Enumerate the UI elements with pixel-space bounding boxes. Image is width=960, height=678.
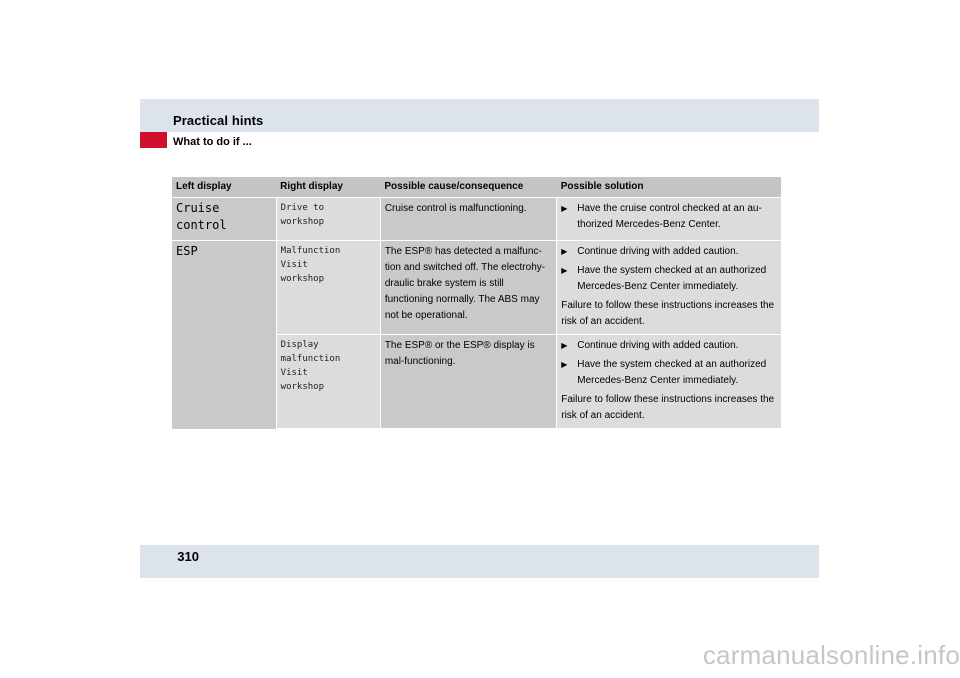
play-arrow-icon: ▶	[561, 341, 568, 350]
column-header-left-display: Left display	[172, 177, 276, 198]
right-display-line: workshop	[280, 217, 325, 227]
left-display-text: ESP	[176, 244, 198, 258]
cause-cell	[380, 198, 556, 241]
sub-title: What to do if ...	[173, 136, 252, 148]
right-display-line: workshop	[280, 274, 325, 284]
solution-item	[561, 201, 777, 233]
solution-text: Continue driving with added caution.	[577, 340, 739, 351]
cause-text: Cruise control is malfunctioning.	[384, 203, 527, 214]
cause-cell	[380, 335, 556, 429]
left-display-cell	[172, 198, 276, 241]
red-section-marker	[140, 132, 167, 148]
right-display-cell	[276, 335, 380, 429]
table-row	[172, 241, 781, 335]
right-display-line: Drive to	[280, 203, 325, 213]
section-title: Practical hints	[173, 113, 264, 128]
column-header-right-display: Right display	[276, 177, 380, 198]
column-header-cause: Possible cause/consequence	[380, 177, 556, 198]
solution-text: Continue driving with added caution.	[577, 246, 739, 257]
right-display-line: Visit	[280, 260, 308, 270]
footer-band	[140, 545, 819, 578]
right-display-line: workshop	[280, 382, 325, 392]
play-arrow-icon: ▶	[561, 247, 568, 256]
right-display-cell	[276, 241, 380, 335]
malfunction-table	[172, 177, 781, 429]
cause-cell	[380, 241, 556, 335]
solution-item	[561, 244, 777, 260]
play-arrow-icon: ▶	[561, 360, 568, 369]
warning-note: Failure to follow these instructions increases the risk of an accident.	[561, 300, 775, 327]
solution-cell	[557, 335, 781, 429]
cause-text: The ESP® or the ESP® display is mal-functioning.	[384, 340, 535, 367]
solution-cell	[557, 198, 781, 241]
left-display-cell	[172, 241, 276, 429]
column-header-solution: Possible solution	[557, 177, 781, 198]
play-arrow-icon: ▶	[561, 204, 568, 213]
solution-item	[561, 338, 777, 354]
solution-item	[561, 357, 777, 389]
solution-text: Have the cruise control checked at an au-thorized Mercedes-Benz Center.	[577, 203, 762, 230]
solution-cell	[557, 241, 781, 335]
solution-text: Have the system checked at an authorized Mercedes-Benz Center immediately.	[577, 265, 767, 292]
right-display-line: Display malfunction	[280, 340, 341, 364]
left-display-text: Cruise control	[176, 201, 227, 232]
right-display-cell	[276, 198, 380, 241]
right-display-line: Malfunction	[280, 246, 341, 256]
cause-text: The ESP® has detected a malfunc-tion and switched off. The electrohy-draulic brake system is still functioning normally. The ABS may not be operational.	[384, 246, 546, 321]
play-arrow-icon: ▶	[561, 266, 568, 275]
page-number: 310	[177, 549, 199, 564]
solution-text: Have the system checked at an authorized Mercedes-Benz Center immediately.	[577, 359, 767, 386]
solution-item	[561, 263, 777, 295]
table-row	[172, 198, 781, 241]
table-header-row	[172, 177, 781, 198]
warning-note: Failure to follow these instructions increases the risk of an accident.	[561, 394, 775, 421]
watermark: carmanualsonline.info	[702, 640, 960, 670]
right-display-line: Visit	[280, 368, 308, 378]
